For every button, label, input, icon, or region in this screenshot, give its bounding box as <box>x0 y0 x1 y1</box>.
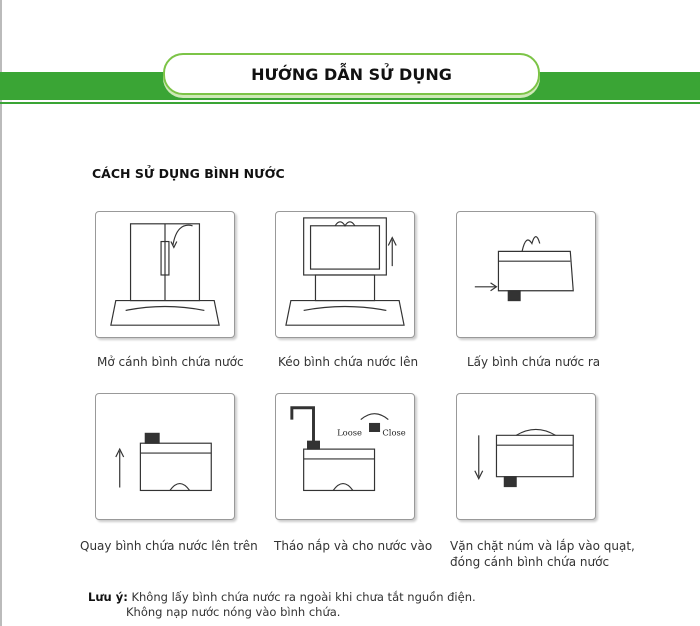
step-1-illustration <box>95 211 235 338</box>
page-title: HƯỚNG DẪN SỬ DỤNG <box>163 53 540 95</box>
loose-label: Loose <box>337 427 362 438</box>
step-6-caption-line2: đóng cánh bình chứa nước <box>450 555 610 569</box>
header-divider <box>0 102 700 104</box>
step-2-caption: Kéo bình chứa nước lên <box>278 355 419 369</box>
step-6-caption-line1: Vặn chặt núm và lắp vào quạt, <box>450 539 635 553</box>
step-2-illustration <box>275 211 415 338</box>
note <box>88 590 476 620</box>
step-6-caption <box>450 538 635 570</box>
note-line-2: Không nạp nước nóng vào bình chứa. <box>126 605 341 619</box>
close-label: Close <box>382 427 406 438</box>
step-5-illustration <box>275 393 415 520</box>
section-title: CÁCH SỬ DỤNG BÌNH NƯỚC <box>92 166 285 181</box>
step-4-illustration <box>95 393 235 520</box>
step-3-illustration <box>456 211 596 338</box>
step-6-illustration <box>456 393 596 520</box>
step-1-caption: Mở cánh bình chứa nước <box>97 355 244 369</box>
note-line-1: Không lấy bình chứa nước ra ngoài khi chưa tắt nguồn điện. <box>131 590 476 604</box>
step-3-caption: Lấy bình chứa nước ra <box>467 355 601 369</box>
step-4-caption: Quay bình chứa nước lên trên <box>80 539 258 553</box>
step-5-caption: Tháo nắp và cho nước vào <box>274 539 433 553</box>
note-label: Lưu ý: <box>88 590 128 604</box>
